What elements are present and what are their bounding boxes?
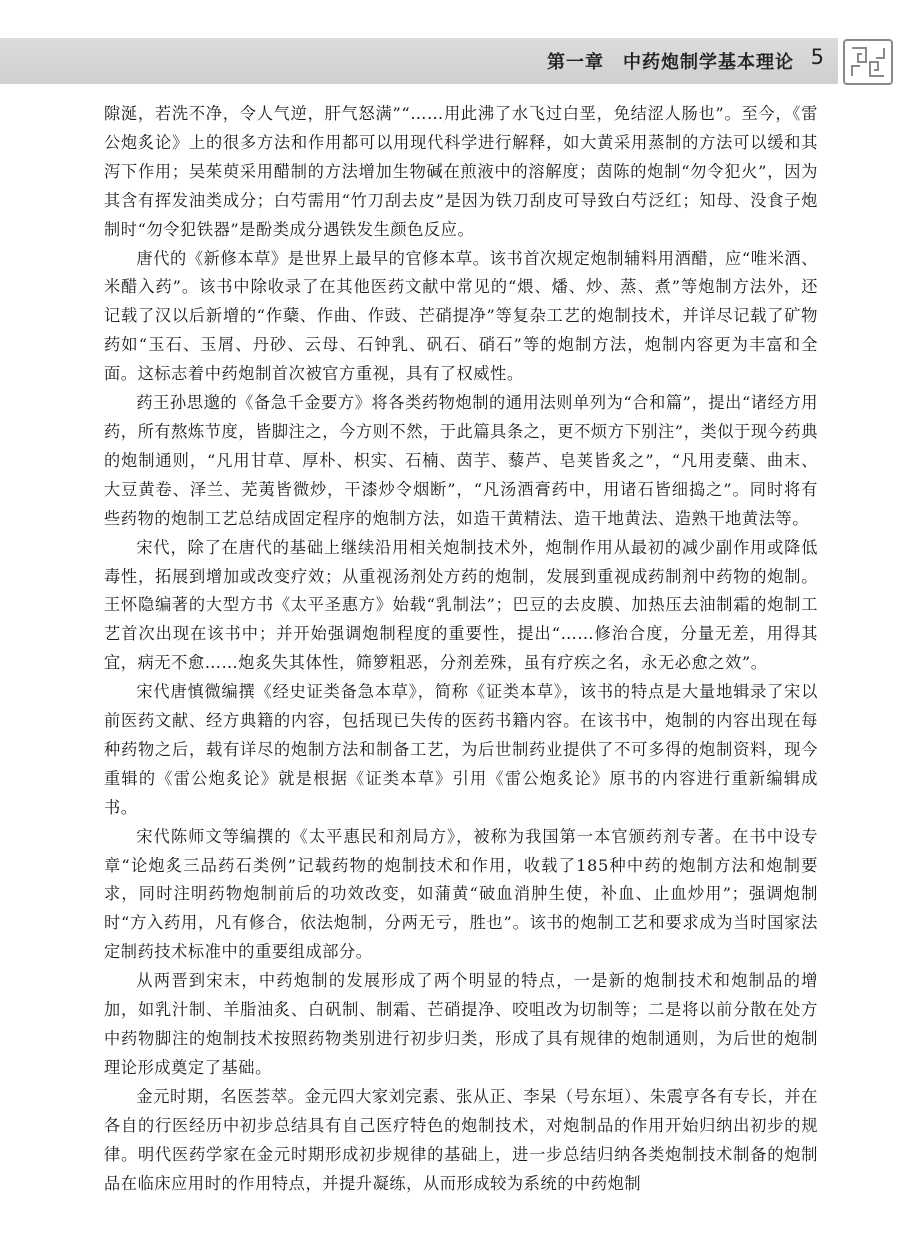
paragraph: 宋代陈师文等编撰的《太平惠民和剂局方》，被称为我国第一本官颁药剂专著。在书中设专章“论炮炙三品药石类例”记载药物的炮制技术和作用，收载了185种中药的炮制方法和炮制要求，同时注明药物炮制前后的功效改变，如蒲黄“破血消肿生使，补血、止血炒用”；强调炮制时“方入药用，凡有修合，依法炮制，分两无亏，胜也”。该书的炮制工艺和要求成为当时国家法定制药技术标准中的重要组成部分。	[104, 826, 818, 962]
fret-ornament-icon	[840, 36, 896, 88]
page-header	[0, 0, 900, 90]
paragraph: 宋代唐慎微编撰《经史证类备急本草》，简称《证类本草》，该书的特点是大量地辑录了宋以前医药文献、经方典籍的内容，包括现已失传的医药书籍内容。在该书中，炮制的内容出现在每种药物之后，载有详尽的炮制方法和制备工艺，为后世制药业提供了不可多得的炮制资料，现今重辑的《雷公炮炙论》就是根据《证类本草》引用《雷公炮炙论》原书的内容进行重新编辑成书。	[104, 682, 818, 817]
page-number: 5	[810, 45, 824, 69]
body-text	[104, 100, 818, 1198]
paragraph: 宋代，除了在唐代的基础上继续沿用相关炮制技术外，炮制作用从最初的减少副作用或降低毒性，拓展到增加或改变疗效；从重视汤剂处方药的炮制，发展到重视成药制剂中药物的炮制。王怀隐编著的大型方书《太平圣惠方》始载“乳制法”；巴豆的去皮膜、加热压去油制霜的炮制工艺首次出现在该书中；并开始强调炮制程度的重要性，提出“……修治合度，分量无差，用得其宜，病无不愈……炮炙失其体性，筛箩粗恶，分剂差殊，虽有疗疾之名，永无必愈之效”。	[104, 537, 818, 673]
paragraph: 唐代的《新修本草》是世界上最早的官修本草。该书首次规定炮制辅料用酒醋，应“唯米酒、米醋入药”。该书中除收录了在其他医药文献中常见的“煨、燔、炒、蒸、煮”等炮制方法外，还记载了汉以后新增的“作蘖、作曲、作豉、芒硝提净”等复杂工艺的炮制技术，并详尽记载了矿物药如“玉石、玉屑、丹砂、云母、石钟乳、矾石、硝石”等的炮制方法，炮制内容更为丰富和全面。这标志着中药炮制首次被官方重视，具有了权威性。	[104, 248, 818, 384]
paragraph: 从两晋到宋末，中药炮制的发展形成了两个明显的特点，一是新的炮制技术和炮制品的增加，如乳汁制、羊脂油炙、白矾制、制霜、芒硝提净、咬咀改为切制等；二是将以前分散在处方中药物脚注的炮制技术按照药物类别进行初步归类，形成了具有规律的炮制通则，为后世的炮制理论形成奠定了基础。	[104, 971, 818, 1077]
paragraph: 药王孙思邈的《备急千金要方》将各类药物炮制的通用法则单列为“合和篇”，提出“诸经方用药，所有熬炼节度，皆脚注之，今方则不然，于此篇具条之，更不烦方下别注”，类似于现今药典的炮制通则，“凡用甘草、厚朴、枳实、石楠、茵芋、藜芦、皂荚皆炙之”，“凡用麦蘖、曲末、大豆黄卷、泽兰、芜荑皆微炒，干漆炒令烟断”，“凡汤酒膏药中，用诸石皆细捣之”。同时将有些药物的炮制工艺总结成固定程序的炮制方法，如造干黄精法、造干地黄法、造熟干地黄法等。	[104, 393, 818, 528]
paragraph: 隙涎，若洗不净，令人气逆，肝气怒满”“……用此沸了水飞过白垩，免结涩人肠也”。至今，《雷公炮炙论》上的很多方法和作用都可以用现代科学进行解释，如大黄采用蒸制的方法可以缓和其泻下作用；吴茱萸采用醋制的方法增加生物碱在煎液中的溶解度；茵陈的炮制“勿令犯火”，因为其含有挥发油类成分；白芍需用“竹刀刮去皮”是因为铁刀刮皮可导致白芍泛红；知母、没食子炮制时“勿令犯铁器”是酚类成分遇铁发生颜色反应。	[104, 104, 818, 239]
chapter-title: 第一章 中药炮制学基本理论	[547, 52, 794, 73]
paragraph: 金元时期，名医荟萃。金元四大家刘完素、张从正、李杲（号东垣）、朱震亨各有专长，并在各自的行医经历中初步总结具有自己医疗特色的炮制技术，对炮制品的作用开始归纳出初步的规律。明代医药学家在金元时期形成初步规律的基础上，进一步总结归纳各类炮制技术制备的炮制品在临床应用时的作用特点，并提升凝练，从而形成较为系统的中药炮制	[104, 1086, 818, 1193]
